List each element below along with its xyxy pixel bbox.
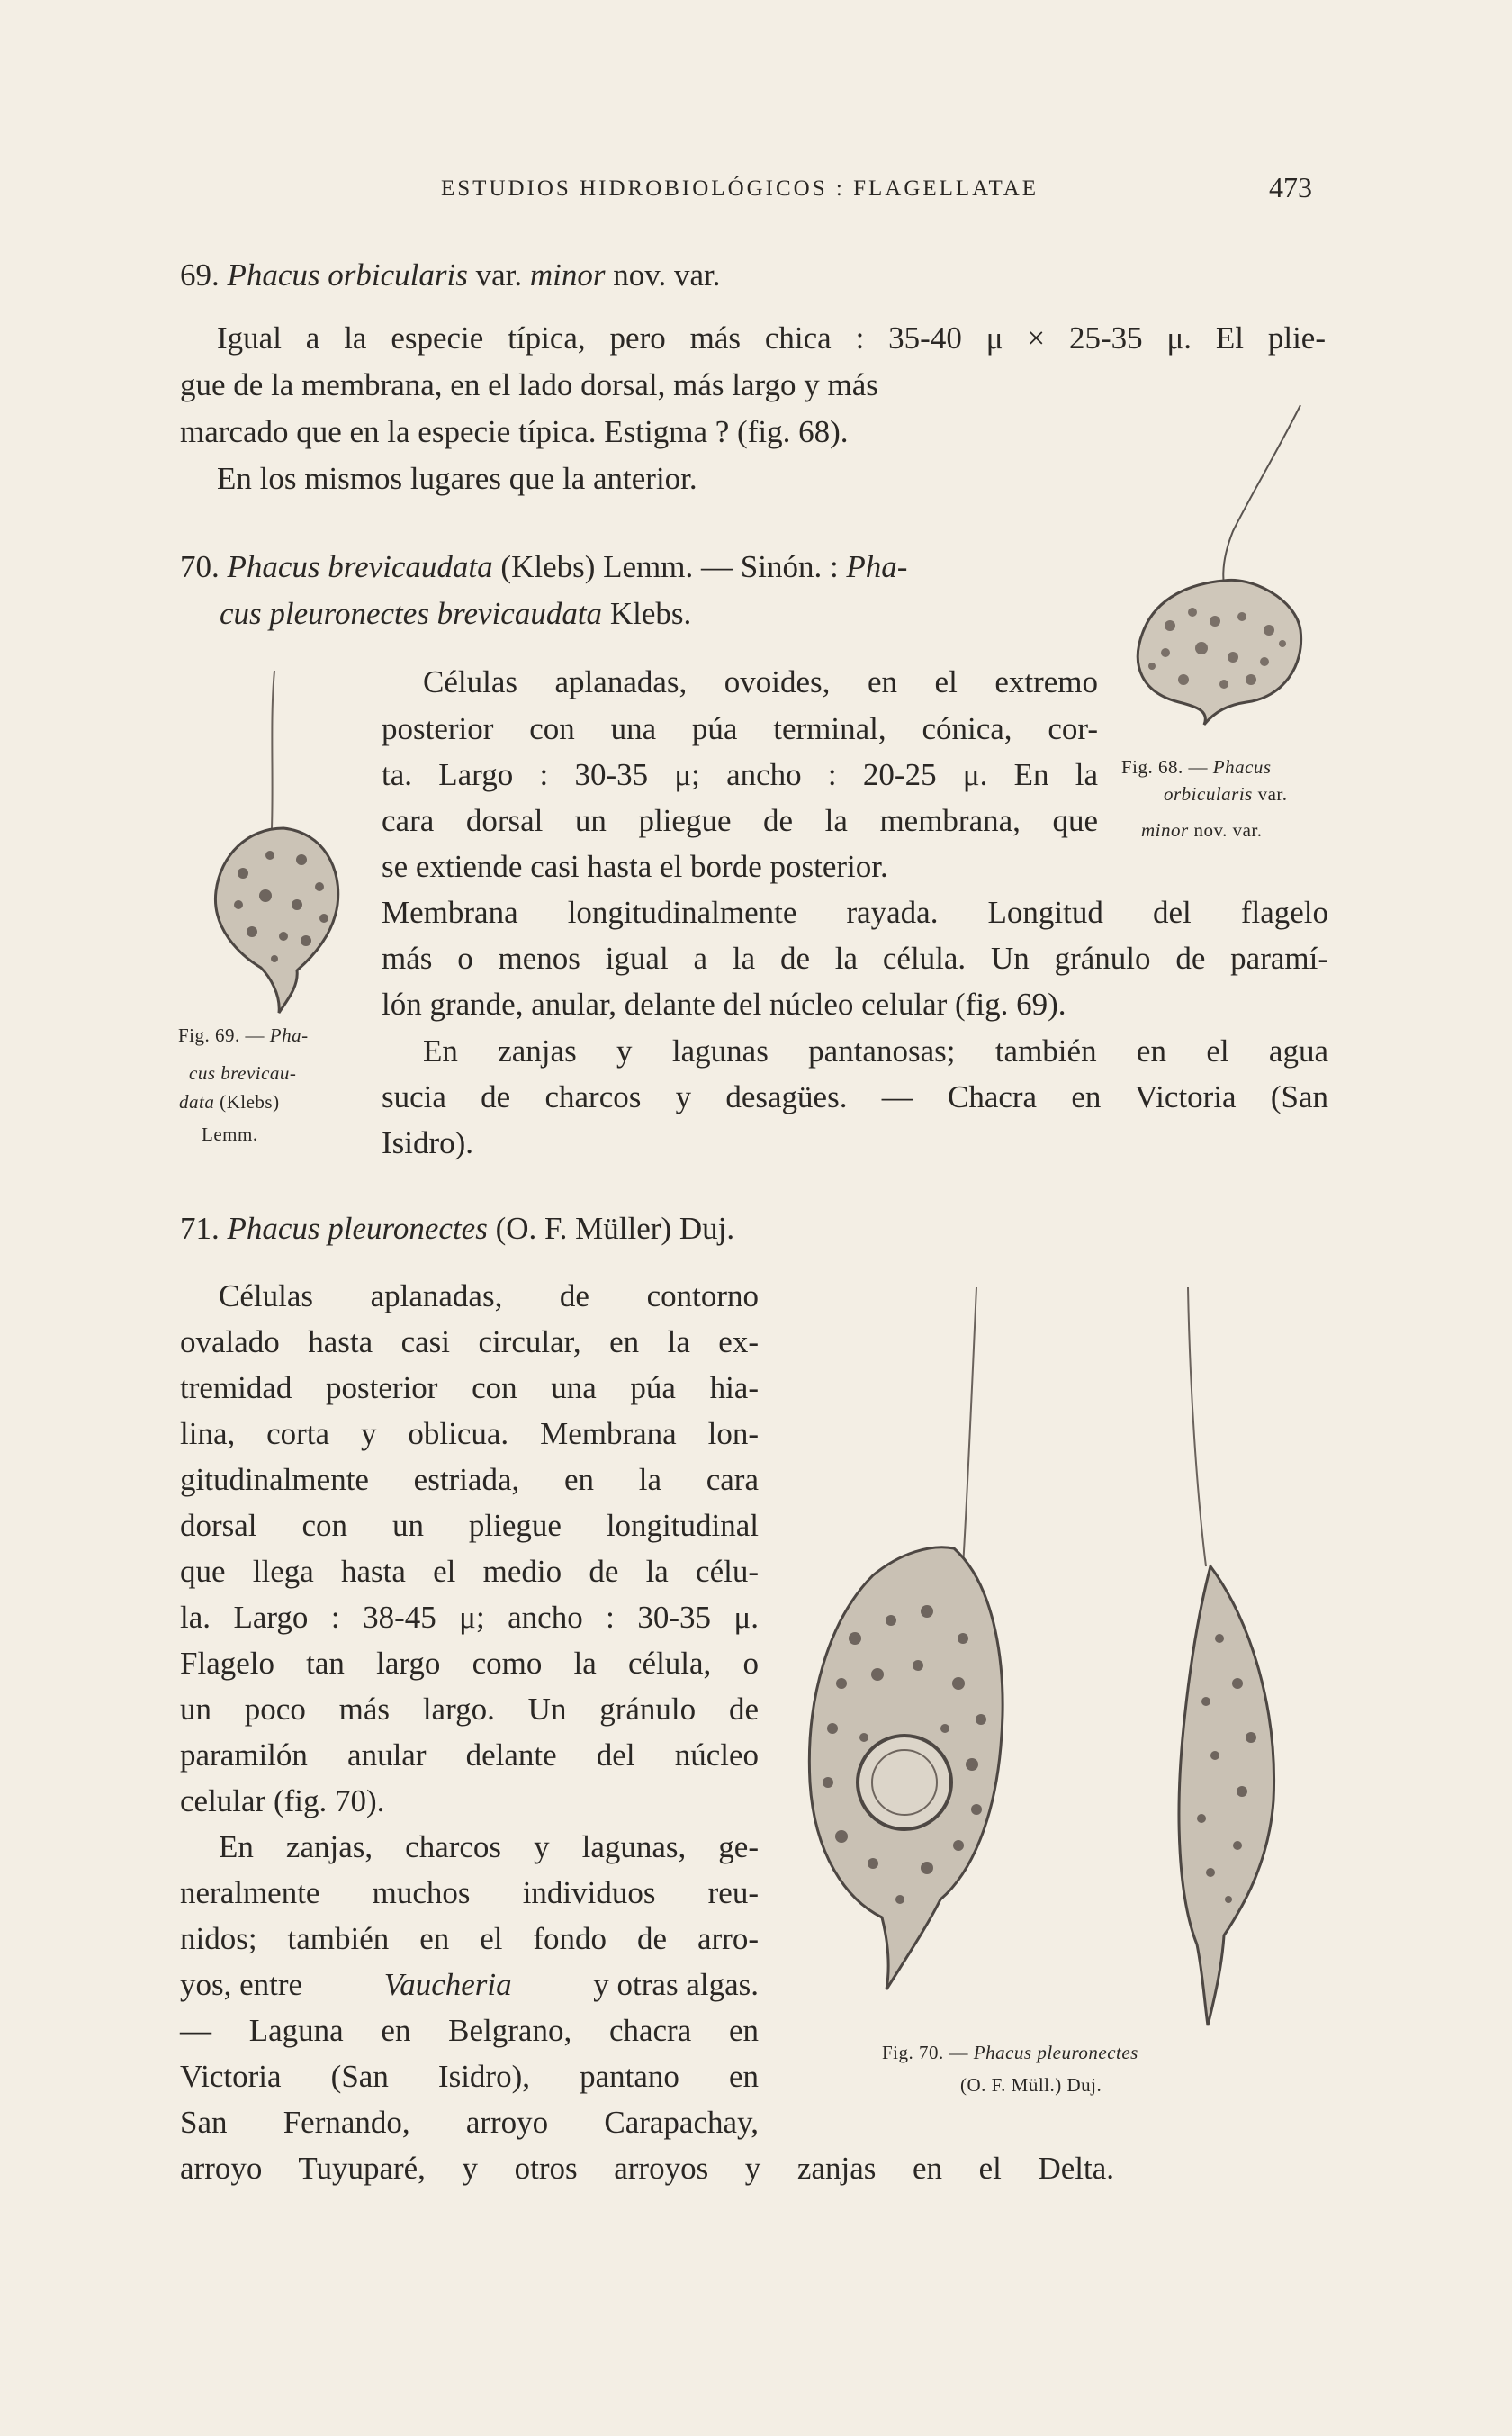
variety-word: var. — [475, 257, 523, 293]
paragraph-line: En los mismos lugares que la anterior. — [217, 461, 698, 496]
paragraph-line — [180, 1969, 759, 2000]
variety-name: minor — [529, 257, 606, 293]
figure-variety-word: var. — [1257, 783, 1288, 805]
paragraph-line: un poco más largo. Un gránulo de — [180, 1692, 759, 1727]
figure-69-caption — [178, 1026, 309, 1045]
figure-species: Phacus — [1212, 756, 1272, 778]
figure-68-caption — [1121, 758, 1272, 777]
figure-68-caption — [1164, 785, 1288, 804]
paragraph-line: posterior con una púa terminal, cónica, cor- — [382, 711, 1098, 746]
species-name: Phacus orbicularis — [227, 257, 468, 293]
paragraph-line: se extiende casi hasta el borde posterior. — [382, 849, 888, 884]
paragraph-line: Igual a la especie típica, pero más chica : 35-40 μ × 25-35 μ. El plie- — [217, 320, 1326, 356]
genus-name: Vaucheria — [383, 1967, 512, 2002]
figure-species: Phacus pleuronectes — [973, 2042, 1138, 2063]
text-fragment: y otras algas. — [593, 1967, 759, 2002]
synonym-author: Klebs. — [609, 596, 692, 631]
figure-label: Fig. 69. — — [178, 1024, 266, 1046]
species-number: 69. — [180, 257, 220, 293]
figure-variety-status: nov. var. — [1193, 819, 1263, 841]
figure-69-illustration — [198, 666, 360, 1026]
paragraph-line: que llega hasta el medio de la célu- — [180, 1554, 759, 1589]
paragraph-line: Membrana longitudinalmente rayada. Longitud del flagelo — [382, 895, 1328, 930]
paragraph-line: celular (fig. 70). — [180, 1783, 385, 1818]
figure-variety: minor — [1141, 819, 1189, 841]
species-heading-69 — [180, 259, 721, 291]
figure-68-caption — [1141, 821, 1262, 840]
species-name: Phacus brevicaudata — [227, 549, 493, 584]
figure-69-caption — [189, 1064, 296, 1083]
paragraph-line: neralmente muchos individuos reu- — [180, 1875, 759, 1910]
figure-author: Lemm. — [202, 1123, 258, 1145]
species-heading-71 — [180, 1213, 734, 1244]
paragraph-line: Células aplanadas, de contorno — [219, 1278, 759, 1313]
paragraph-line: marcado que en la especie típica. Estigma ? (fig. 68). — [180, 414, 849, 449]
paragraph-line: nidos; también en el fondo de arro- — [180, 1921, 759, 1956]
paragraph-line: En zanjas, charcos y lagunas, ge- — [219, 1829, 759, 1864]
paragraph-line: gitudinalmente estriada, en la cara — [180, 1462, 759, 1497]
text-fragment: yos, entre — [180, 1967, 303, 2002]
figure-species: Pha- — [269, 1024, 309, 1046]
paragraph-line: paramilón anular delante del núcleo — [180, 1737, 759, 1773]
paragraph-line: lina, corta y oblicua. Membrana lon- — [180, 1416, 759, 1451]
paragraph-line: San Fernando, arroyo Carapachay, — [180, 2105, 759, 2140]
paragraph-line: tremidad posterior con una púa hia- — [180, 1370, 759, 1405]
paragraph-line: En zanjas y lagunas pantanosas; también en el agua — [423, 1033, 1328, 1069]
species-author: (Klebs) Lemm. — Sinón. : — [500, 549, 839, 584]
species-number: 70. — [180, 549, 220, 584]
figure-label: Fig. 70. — — [882, 2042, 969, 2063]
page-header — [0, 171, 1512, 212]
paragraph-line: lón grande, anular, delante del núcleo celular (fig. 69). — [382, 987, 1066, 1022]
paragraph-line: la. Largo : 38-45 μ; ancho : 30-35 μ. — [180, 1600, 759, 1635]
species-name: Phacus pleuronectes — [227, 1211, 488, 1246]
synonym-name: cus pleuronectes brevicaudata — [220, 596, 603, 631]
paragraph-line: Flagelo tan largo como la célula, o — [180, 1646, 759, 1681]
paragraph-line: ta. Largo : 30-35 μ; ancho : 20-25 μ. En la — [382, 757, 1098, 792]
variety-status: nov. var. — [613, 257, 721, 293]
paragraph-line: más o menos igual a la de la célula. Un gránulo de paramí- — [382, 941, 1328, 976]
paragraph-line: Células aplanadas, ovoides, en el extremo — [423, 664, 1098, 699]
figure-species: cus brevicau- — [189, 1062, 297, 1084]
synonym-part: Pha- — [846, 549, 908, 584]
figure-label: Fig. 68. — — [1121, 756, 1209, 778]
figure-70-illustration-side — [1152, 1278, 1314, 2035]
page-number: 473 — [1269, 171, 1312, 203]
figure-70-illustration-front — [792, 1278, 1017, 1998]
figure-species: orbicularis — [1164, 783, 1253, 805]
figure-author: (O. F. Müll.) Duj. — [960, 2074, 1102, 2096]
running-title: ESTUDIOS HIDROBIOLÓGICOS : FLAGELLATAE — [441, 176, 1040, 201]
paragraph-line: ovalado hasta casi circular, en la ex- — [180, 1324, 759, 1359]
figure-70-caption — [882, 2044, 1138, 2062]
paragraph-line: cara dorsal un pliegue de la membrana, que — [382, 803, 1098, 838]
species-author: (O. F. Müller) Duj. — [495, 1211, 735, 1246]
figure-70-caption — [960, 2076, 1102, 2095]
paragraph-line: — Laguna en Belgrano, chacra en — [180, 2013, 759, 2048]
species-heading-70 — [180, 551, 907, 582]
figure-68-illustration — [1116, 396, 1332, 738]
figure-species: data — [179, 1091, 215, 1113]
paragraph-line: Victoria (San Isidro), pantano en — [180, 2059, 759, 2094]
paragraph-line: gue de la membrana, en el lado dorsal, más largo y más — [180, 367, 878, 402]
figure-author: (Klebs) — [220, 1091, 280, 1113]
species-number: 71. — [180, 1211, 220, 1246]
paragraph-line: Isidro). — [382, 1125, 474, 1160]
synonym-line — [220, 598, 691, 629]
figure-69-caption — [202, 1125, 258, 1144]
paragraph-line: dorsal con un pliegue longitudinal — [180, 1508, 759, 1543]
paragraph-line: arroyo Tuyuparé, y otros arroyos y zanjas en el Delta. — [180, 2151, 1114, 2186]
figure-69-caption — [179, 1093, 280, 1112]
paragraph-line: sucia de charcos y desagües. — Chacra en Victoria (San — [382, 1079, 1328, 1114]
